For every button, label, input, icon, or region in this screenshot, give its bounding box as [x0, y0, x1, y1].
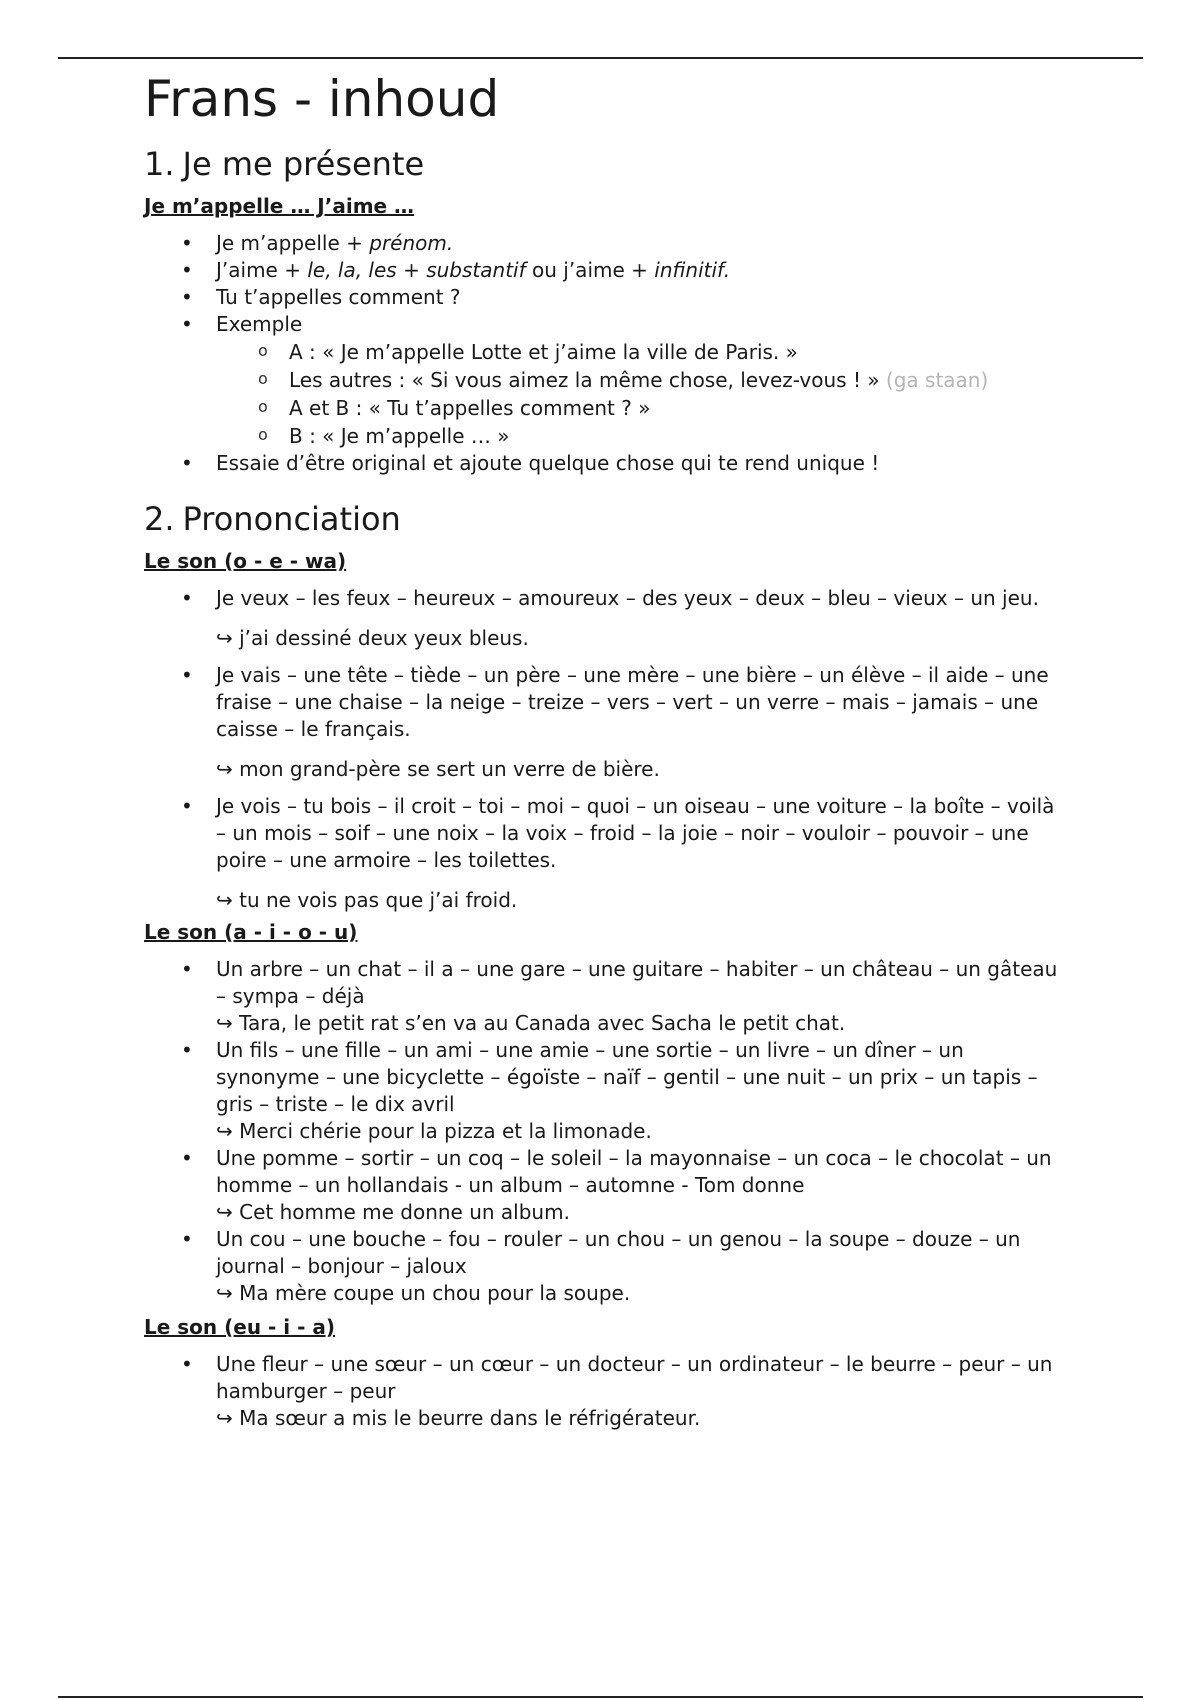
list-item: • Essaie d’être original et ajoute quelque chose qui te rend unique ! — [144, 450, 1064, 477]
translation-note: (ga staan) — [885, 368, 989, 392]
subheading: Je m’appelle … J’aime … — [144, 194, 415, 218]
word-list: • Je vais – une tête – tiède – un père – une mère – une bière – un élève – il aide – une fraise – une chaise – la neige – treize – vers – vert – un verre – mais – jamais – une caisse – le français. — [216, 663, 1049, 741]
example-sentence: ↪ Ma sœur a mis le beurre dans le réfrigérateur. — [216, 1406, 701, 1430]
section-title-text: Prononciation — [182, 500, 401, 538]
section-title-text: Je me présente — [182, 145, 425, 183]
example-sentence: ↪ Ma mère coupe un chou pour la soupe. — [216, 1281, 631, 1305]
word-list: • Un arbre – un chat – il a – une gare – une guitare – habiter – un château – un gâteau – sympa – déjà — [216, 957, 1058, 1008]
list-item — [144, 1145, 1064, 1226]
sub-list-item: o A et B : « Tu t’appelles comment ? » — [216, 394, 1064, 422]
group-heading: Le son (a - i - o - u) — [144, 920, 358, 944]
section-je-me-presente — [144, 142, 1064, 477]
word-list: • Un fils – une fille – un ami – une amie – une sortie – un livre – un dîner – un synonyme – une bicyclette – égoïste – naïf – gentil – une nuit – un prix – un tapis – gris – triste – le dix avril — [216, 1038, 1038, 1116]
bullet-list — [144, 1351, 1064, 1432]
bottom-rule — [58, 1696, 1143, 1698]
word-list: • Je veux – les feux – heureux – amoureux – des yeux – deux – bleu – vieux – un jeu. — [216, 586, 1039, 610]
list-item: • J’aime + le, la, les + substantif ou j’aime + infinitif. — [144, 257, 1064, 284]
list-item — [144, 1351, 1064, 1432]
list-item — [144, 1037, 1064, 1145]
example-sentence: ↪ Tara, le petit rat s’en va au Canada avec Sacha le petit chat. — [216, 1011, 846, 1035]
list-item — [144, 793, 1064, 914]
example-sentence: ↪ Merci chérie pour la pizza et la limonade. — [216, 1119, 652, 1143]
example-sentence: ↪ tu ne vois pas que j’ai froid. — [216, 888, 518, 912]
sub-list-item: o A : « Je m’appelle Lotte et j’aime la ville de Paris. » — [216, 338, 1064, 366]
sub-list-item: o B : « Je m’appelle … » — [216, 422, 1064, 450]
section-prononciation — [144, 497, 1064, 1432]
list-item — [144, 585, 1064, 652]
list-item: • Tu t’appelles comment ? — [144, 284, 1064, 311]
document-title: Frans - inhoud — [144, 70, 500, 128]
example-sentence: ↪ mon grand-père se sert un verre de bière. — [216, 757, 660, 781]
section-number: 2. — [144, 500, 175, 538]
example-sentence: ↪ j’ai dessiné deux yeux bleus. — [216, 626, 529, 650]
word-list: • Je vois – tu bois – il croit – toi – moi – quoi – un oiseau – une voiture – la boîte – voilà – un mois – soif – une noix – la voix – froid – la joie – noir – vouloir – pouvoir – une poire – une armoire – les toilettes. — [216, 794, 1055, 872]
list-item: • Exemple o A : « Je m’appelle Lotte et j’aime la ville de Paris. » o Les autres : « Si vous aimez la même chose, levez-vous ! » (ga staan) o A et B : « Tu t’appelles comment ? » o B : « Je m’appelle … » — [144, 311, 1064, 450]
top-rule — [58, 57, 1143, 59]
group-heading: Le son (o - e - wa) — [144, 549, 347, 573]
document-body — [144, 66, 1064, 1432]
group-heading: Le son (eu - i - a) — [144, 1315, 336, 1339]
list-item: • Je m’appelle + prénom. — [144, 230, 1064, 257]
word-list: • Une pomme – sortir – un coq – le soleil – la mayonnaise – un coca – le chocolat – un homme – un hollandais - un album – automne - Tom donne — [216, 1146, 1052, 1197]
list-item — [144, 1226, 1064, 1307]
bullet-list — [144, 956, 1064, 1307]
section-title — [144, 497, 1064, 541]
section-title — [144, 142, 1064, 186]
list-item — [144, 956, 1064, 1037]
bullet-list — [144, 230, 1064, 477]
example-sentence: ↪ Cet homme me donne un album. — [216, 1200, 570, 1224]
sub-list — [216, 338, 1064, 450]
sub-list-item: o Les autres : « Si vous aimez la même chose, levez-vous ! » (ga staan) — [216, 366, 1064, 394]
word-list: • Une fleur – une sœur – un cœur – un docteur – un ordinateur – le beurre – peur – un hamburger – peur — [216, 1352, 1053, 1403]
section-number: 1. — [144, 145, 175, 183]
word-list: • Un cou – une bouche – fou – rouler – un chou – un genou – la soupe – douze – un journal – bonjour – jaloux — [216, 1227, 1021, 1278]
list-item — [144, 662, 1064, 783]
bullet-list — [144, 585, 1064, 914]
